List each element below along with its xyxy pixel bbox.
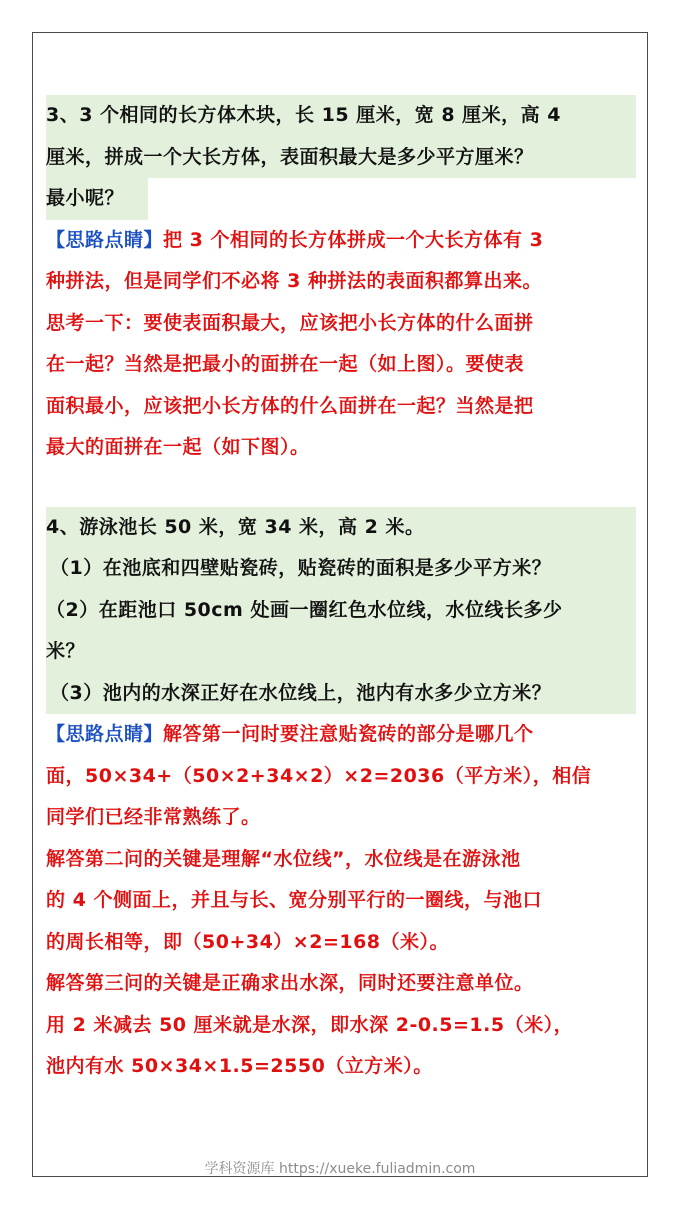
question-4-sub-1: （1）在池底和四壁贴瓷砖，贴瓷砖的面积是多少平方米？: [46, 548, 636, 590]
question-4-sub-3: （3）池内的水深正好在水位线上，池内有水多少立方米？: [46, 673, 636, 715]
answer-4: [46, 714, 636, 1088]
tip-tag: 【思路点睛】: [46, 723, 164, 745]
answer-4-line: 的 4 个侧面上，并且与长、宽分别平行的一圈线，与池口: [46, 889, 542, 911]
question-4: [46, 507, 636, 715]
answer-3-line: [46, 220, 636, 262]
question-3-line: 3、3 个相同的长方体木块，长 15 厘米，宽 8 厘米，高 4: [46, 95, 636, 137]
answer-4-line: 解答第三问的关键是正确求出水深，同时还要注意单位。: [46, 972, 534, 994]
question-3-line: 厘米，拼成一个大长方体，表面积最大是多少平方厘米？: [46, 137, 636, 179]
answer-4-line: [46, 714, 636, 756]
answer-4-line: 用 2 米减去 50 厘米就是水深，即水深 2-0.5=1.5（米），: [46, 1013, 574, 1036]
question-3: [46, 95, 636, 220]
answer-4-line: 解答第二问的关键是理解“水位线”，水位线是在游泳池: [46, 847, 521, 870]
answer-4-line: 同学们已经非常熟练了。: [46, 806, 261, 828]
document-content: [46, 95, 636, 1088]
answer-4-first: 解答第一问时要注意贴瓷砖的部分是哪几个: [163, 723, 534, 745]
answer-3-line: 在一起？当然是把最小的面拼在一起（如上图）。要使表: [46, 353, 525, 375]
question-4-sub-2-cont: 米？: [46, 631, 636, 673]
answer-3-line: 最大的面拼在一起（如下图）。: [46, 436, 310, 458]
answer-3: [46, 220, 636, 469]
answer-3-first: 把 3 个相同的长方体拼成一个大长方体有 3: [163, 228, 544, 251]
answer-4-line: 面，50×34+（50×2+34×2）×2=2036（平方米），相信: [46, 764, 592, 787]
answer-3-line: 种拼法，但是同学们不必将 3 种拼法的表面积都算出来。: [46, 270, 542, 292]
answer-4-line: 池内有水 50×34×1.5=2550（立方米）。: [46, 1055, 433, 1077]
footer-watermark: 学科资源库 https://xueke.fuliadmin.com: [204, 1161, 476, 1177]
question-4-sub-2: （2）在距池口 50cm 处画一圈红色水位线，水位线长多少: [46, 590, 636, 632]
answer-3-line: 面积最小，应该把小长方体的什么面拼在一起？当然是把: [46, 394, 534, 417]
question-3-line: 最小呢？: [46, 178, 148, 220]
tip-tag: 【思路点睛】: [46, 228, 164, 251]
answer-3-line: 思考一下：要使表面积最大，应该把小长方体的什么面拼: [46, 311, 534, 334]
question-4-line: 4、游泳池长 50 米，宽 34 米，高 2 米。: [46, 507, 636, 549]
answer-4-line: 的周长相等，即（50+34）×2=168（米）。: [46, 930, 450, 953]
